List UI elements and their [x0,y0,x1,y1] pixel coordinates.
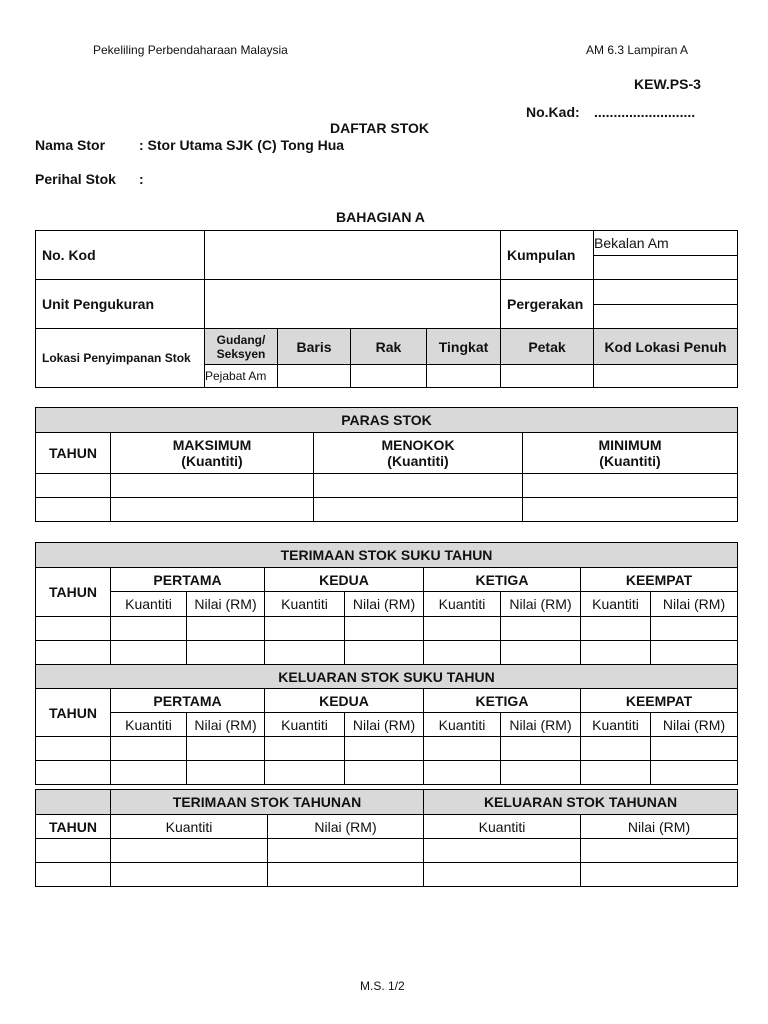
store-name-value: : Stor Utama SJK (C) Tong Hua [139,137,345,153]
max-label: MAKSIMUM [172,437,252,453]
table-cell[interactable] [36,761,111,785]
unit-field[interactable] [205,280,501,329]
reorder-qty-label: (Kuantiti) [387,453,449,469]
col-bin-label: Petak [501,329,594,365]
table-cell[interactable] [314,498,523,522]
table-cell[interactable] [111,737,187,761]
q4-issue-header: KEEMPAT [581,689,738,713]
annual-receipt-qty-header: Kuantiti [111,815,268,839]
q2-issue-header: KEDUA [265,689,424,713]
reorder-header [314,433,523,474]
annual-year-header: TAHUN [36,815,111,839]
form-code: KEW.PS-3 [634,76,701,92]
movement-label: Pergerakan [501,280,594,329]
table-cell[interactable] [424,761,501,785]
rack-field[interactable] [351,365,427,388]
table-cell[interactable] [345,737,424,761]
card-number-label: No.Kad: [526,104,580,120]
table-cell[interactable] [265,641,345,665]
table-cell[interactable] [111,641,187,665]
group-value[interactable]: Bekalan Am [594,231,738,256]
qty-header: Kuantiti [424,592,501,617]
table-cell[interactable] [36,498,111,522]
annual-blank-header [36,790,111,815]
col-full-location-label: Kod Lokasi Penuh [594,329,738,365]
card-number-value[interactable]: .......................... [594,104,696,120]
value-header: Nilai (RM) [651,592,738,617]
stock-subject-label: Perihal Stok [35,171,116,187]
code-field[interactable] [205,231,501,280]
table-cell[interactable] [651,617,738,641]
value-header: Nilai (RM) [651,713,738,737]
quarterly-issue-year-header: TAHUN [36,689,111,737]
col-rack-label: Rak [351,329,427,365]
table-cell[interactable] [651,641,738,665]
table-cell[interactable] [36,863,111,887]
qty-header: Kuantiti [265,713,345,737]
table-cell[interactable] [36,737,111,761]
table-cell[interactable] [581,761,651,785]
table-cell[interactable] [501,641,581,665]
stock-movement-table [35,542,738,785]
movement-field-2[interactable] [594,305,738,329]
warehouse-value[interactable]: Pejabat Am [205,365,278,388]
table-cell[interactable] [265,761,345,785]
qty-header: Kuantiti [111,713,187,737]
qty-header: Kuantiti [424,713,501,737]
annual-receipt-value-header: Nilai (RM) [268,815,424,839]
qty-header: Kuantiti [265,592,345,617]
qty-header: Kuantiti [581,592,651,617]
qty-header: Kuantiti [581,713,651,737]
table-cell[interactable] [581,863,738,887]
table-cell[interactable] [501,737,581,761]
table-cell[interactable] [111,474,314,498]
min-header [523,433,738,474]
q3-receipt-header: KETIGA [424,568,581,592]
value-header: Nilai (RM) [187,713,265,737]
q4-receipt-header: KEEMPAT [581,568,738,592]
table-cell[interactable] [265,617,345,641]
unit-label: Unit Pengukuran [36,280,205,329]
stock-subject-value: : [139,171,144,187]
table-cell[interactable] [268,863,424,887]
reorder-label: MENOKOK [381,437,455,453]
table-cell[interactable] [501,617,581,641]
table-cell[interactable] [581,641,651,665]
table-cell[interactable] [36,839,111,863]
full-location-field[interactable] [594,365,738,388]
stock-level-year-header: TAHUN [36,433,111,474]
value-header: Nilai (RM) [501,713,581,737]
circular-reference: Pekeliling Perbendaharaan Malaysia [93,43,288,57]
code-label: No. Kod [36,231,205,280]
stock-level-table [35,407,738,522]
max-qty-label: (Kuantiti) [181,453,243,469]
group-field-2[interactable] [594,256,738,280]
table-cell[interactable] [501,761,581,785]
table-cell[interactable] [345,641,424,665]
table-cell[interactable] [36,617,111,641]
value-header: Nilai (RM) [187,592,265,617]
qty-header: Kuantiti [111,592,187,617]
max-header [111,433,314,474]
group-label: Kumpulan [501,231,594,280]
table-cell[interactable] [581,737,651,761]
table-cell[interactable] [111,761,187,785]
quarterly-receipt-title: TERIMAAN STOK SUKU TAHUN [36,543,738,568]
annual-issue-title: KELUARAN STOK TAHUNAN [424,790,738,815]
table-cell[interactable] [314,474,523,498]
col-row-label: Baris [278,329,351,365]
table-cell[interactable] [424,737,501,761]
section-a-table [35,230,738,388]
col-level-label: Tingkat [427,329,501,365]
page-number: M.S. 1/2 [360,979,405,993]
table-cell[interactable] [265,737,345,761]
min-qty-label: (Kuantiti) [599,453,661,469]
table-cell[interactable] [424,863,581,887]
q3-issue-header: KETIGA [424,689,581,713]
value-header: Nilai (RM) [501,592,581,617]
movement-field-1[interactable] [594,280,738,305]
store-name-label: Nama Stor [35,137,106,153]
value-header: Nilai (RM) [345,592,424,617]
document-title: DAFTAR STOK [330,120,430,136]
appendix-reference: AM 6.3 Lampiran A [586,43,689,57]
table-cell[interactable] [651,737,738,761]
table-cell[interactable] [187,617,265,641]
annual-stock-table [35,789,738,887]
quarterly-receipt-year-header: TAHUN [36,568,111,617]
section-a-title: BAHAGIAN A [336,209,425,225]
annual-issue-value-header: Nilai (RM) [581,815,738,839]
table-cell[interactable] [651,761,738,785]
table-cell[interactable] [424,839,581,863]
table-cell[interactable] [345,617,424,641]
annual-receipt-title: TERIMAAN STOK TAHUNAN [111,790,424,815]
table-cell[interactable] [187,641,265,665]
value-header: Nilai (RM) [345,713,424,737]
min-label: MINIMUM [598,437,662,453]
table-cell[interactable] [36,641,111,665]
stock-level-title: PARAS STOK [36,408,738,433]
table-cell[interactable] [111,863,268,887]
q1-receipt-header: PERTAMA [111,568,265,592]
table-cell[interactable] [36,474,111,498]
row-field[interactable] [278,365,351,388]
warehouse-label: Gudang/ Seksyen [205,329,278,365]
table-cell[interactable] [345,761,424,785]
table-cell[interactable] [111,839,268,863]
table-cell[interactable] [424,617,501,641]
location-label: Lokasi Penyimpanan Stok [36,329,205,388]
q2-receipt-header: KEDUA [265,568,424,592]
table-cell[interactable] [581,839,738,863]
table-cell[interactable] [111,498,314,522]
table-cell[interactable] [187,737,265,761]
q1-issue-header: PERTAMA [111,689,265,713]
level-field[interactable] [427,365,501,388]
table-cell[interactable] [424,641,501,665]
table-cell[interactable] [523,498,738,522]
annual-issue-qty-header: Kuantiti [424,815,581,839]
table-cell[interactable] [187,761,265,785]
table-cell[interactable] [581,617,651,641]
bin-field[interactable] [501,365,594,388]
table-cell[interactable] [268,839,424,863]
table-cell[interactable] [111,617,187,641]
table-cell[interactable] [523,474,738,498]
quarterly-issue-title: KELUARAN STOK SUKU TAHUN [36,665,738,689]
